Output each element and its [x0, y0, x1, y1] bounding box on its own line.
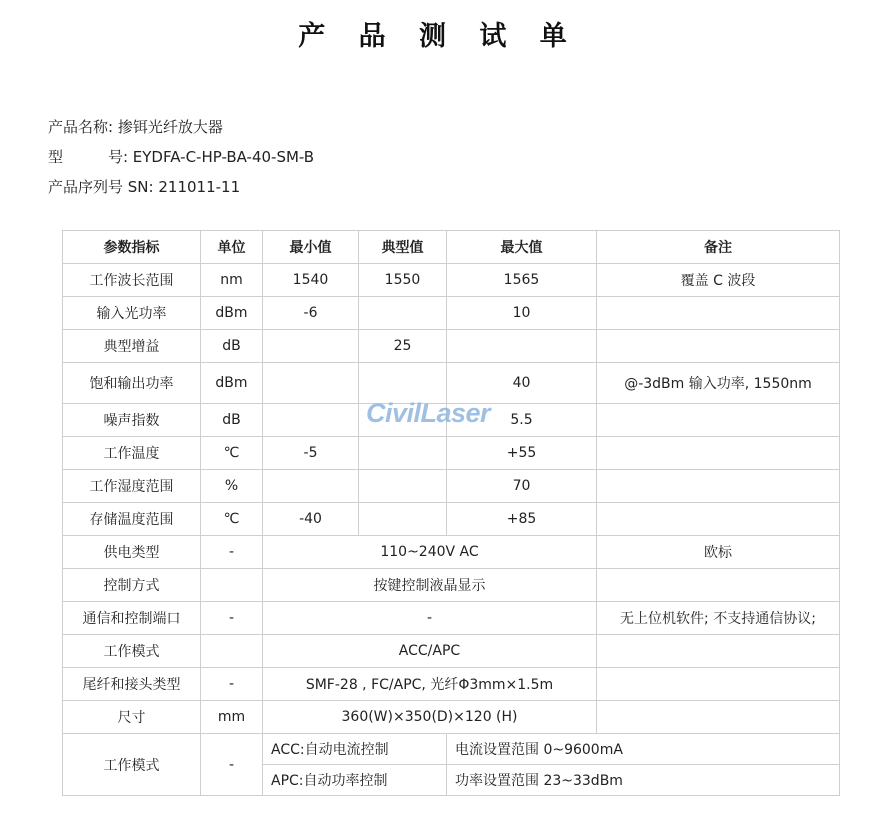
header-param: 参数指标	[63, 231, 201, 264]
table-row	[63, 635, 840, 668]
cell-note	[597, 437, 840, 470]
cell-param: 工作模式	[63, 734, 201, 796]
cell-typ	[359, 437, 447, 470]
model-line	[48, 146, 314, 167]
cell-value: 按键控制液晶显示	[263, 569, 597, 602]
cell-param: 供电类型	[63, 536, 201, 569]
cell-param: 输入光功率	[63, 297, 201, 330]
acc-mode-range: 电流设置范围 0~9600mA	[447, 734, 840, 765]
table-row	[63, 437, 840, 470]
page-title: 产 品 测 试 单	[298, 21, 579, 52]
cell-value: SMF-28 , FC/APC, 光纤Φ3mm×1.5m	[263, 668, 597, 701]
cell-typ	[359, 297, 447, 330]
cell-unit: -	[201, 734, 263, 796]
cell-note: 欧标	[597, 536, 840, 569]
cell-max: 40	[447, 363, 597, 404]
cell-unit	[201, 635, 263, 668]
cell-note	[597, 503, 840, 536]
cell-unit: ℃	[201, 437, 263, 470]
table-row	[63, 734, 840, 765]
cell-min	[263, 404, 359, 437]
product-name-value: 掺铒光纤放大器	[117, 118, 223, 136]
cell-param: 尺寸	[63, 701, 201, 734]
cell-param: 工作湿度范围	[63, 470, 201, 503]
cell-note	[597, 635, 840, 668]
table-row	[63, 264, 840, 297]
serial-label: 产品序列号 SN:	[48, 178, 154, 196]
cell-value: -	[263, 602, 597, 635]
acc-mode-label: ACC:自动电流控制	[263, 734, 447, 765]
cell-param: 工作温度	[63, 437, 201, 470]
cell-param: 尾纤和接头类型	[63, 668, 201, 701]
cell-param: 通信和控制端口	[63, 602, 201, 635]
cell-unit: ℃	[201, 503, 263, 536]
cell-unit: dB	[201, 330, 263, 363]
cell-note: 覆盖 C 波段	[597, 264, 840, 297]
table-row	[63, 701, 840, 734]
cell-max: +85	[447, 503, 597, 536]
table-row	[63, 330, 840, 363]
cell-note: 无上位机软件; 不支持通信协议;	[597, 602, 840, 635]
model-label-part2: 号:	[107, 148, 128, 166]
cell-unit: %	[201, 470, 263, 503]
cell-typ	[359, 503, 447, 536]
cell-unit: nm	[201, 264, 263, 297]
cell-param: 工作模式	[63, 635, 201, 668]
cell-unit: dBm	[201, 297, 263, 330]
product-name-line	[48, 116, 223, 137]
cell-max: 1565	[447, 264, 597, 297]
cell-min	[263, 330, 359, 363]
cell-param: 工作波长范围	[63, 264, 201, 297]
table-row	[63, 602, 840, 635]
cell-note	[597, 330, 840, 363]
cell-min: 1540	[263, 264, 359, 297]
cell-max: +55	[447, 437, 597, 470]
cell-unit: -	[201, 668, 263, 701]
cell-value: 360(W)×350(D)×120 (H)	[263, 701, 597, 734]
table-row	[63, 503, 840, 536]
cell-note	[597, 701, 840, 734]
cell-max: 10	[447, 297, 597, 330]
table-row	[63, 297, 840, 330]
product-name-label: 产品名称:	[48, 118, 114, 136]
cell-typ: 25	[359, 330, 447, 363]
cell-param: 典型增益	[63, 330, 201, 363]
cell-min: -40	[263, 503, 359, 536]
model-label-part1: 型	[48, 148, 64, 166]
header-typ: 典型值	[359, 231, 447, 264]
cell-param: 存储温度范围	[63, 503, 201, 536]
header-max: 最大值	[447, 231, 597, 264]
cell-note	[597, 668, 840, 701]
table-row	[63, 536, 840, 569]
cell-typ: 1550	[359, 264, 447, 297]
cell-unit: -	[201, 536, 263, 569]
cell-note: @-3dBm 输入功率, 1550nm	[597, 363, 840, 404]
table-header-row	[63, 231, 840, 264]
cell-max: 5.5	[447, 404, 597, 437]
cell-param: 噪声指数	[63, 404, 201, 437]
cell-param: 饱和输出功率	[63, 363, 201, 404]
cell-min	[263, 363, 359, 404]
cell-unit	[201, 569, 263, 602]
cell-min: -6	[263, 297, 359, 330]
model-label	[48, 146, 128, 167]
cell-unit: mm	[201, 701, 263, 734]
cell-value: ACC/APC	[263, 635, 597, 668]
cell-unit: dBm	[201, 363, 263, 404]
cell-unit: dB	[201, 404, 263, 437]
apc-mode-range: 功率设置范围 23~33dBm	[447, 765, 840, 796]
cell-max: 70	[447, 470, 597, 503]
table-row	[63, 470, 840, 503]
serial-line	[48, 176, 240, 197]
cell-unit: -	[201, 602, 263, 635]
cell-typ	[359, 470, 447, 503]
cell-value: 110~240V AC	[263, 536, 597, 569]
cell-param: 控制方式	[63, 569, 201, 602]
cell-note	[597, 297, 840, 330]
cell-max	[447, 330, 597, 363]
header-note: 备注	[597, 231, 840, 264]
watermark-logo: CivilLaser	[366, 398, 491, 428]
table-row	[63, 569, 840, 602]
table-row	[63, 668, 840, 701]
model-value: EYDFA-C-HP-BA-40-SM-B	[132, 148, 315, 166]
cell-min: -5	[263, 437, 359, 470]
header-unit: 单位	[201, 231, 263, 264]
cell-note	[597, 404, 840, 437]
apc-mode-label: APC:自动功率控制	[263, 765, 447, 796]
cell-min	[263, 470, 359, 503]
cell-note	[597, 569, 840, 602]
serial-value: 211011-11	[158, 178, 241, 196]
header-min: 最小值	[263, 231, 359, 264]
spec-table	[62, 230, 840, 796]
cell-note	[597, 470, 840, 503]
